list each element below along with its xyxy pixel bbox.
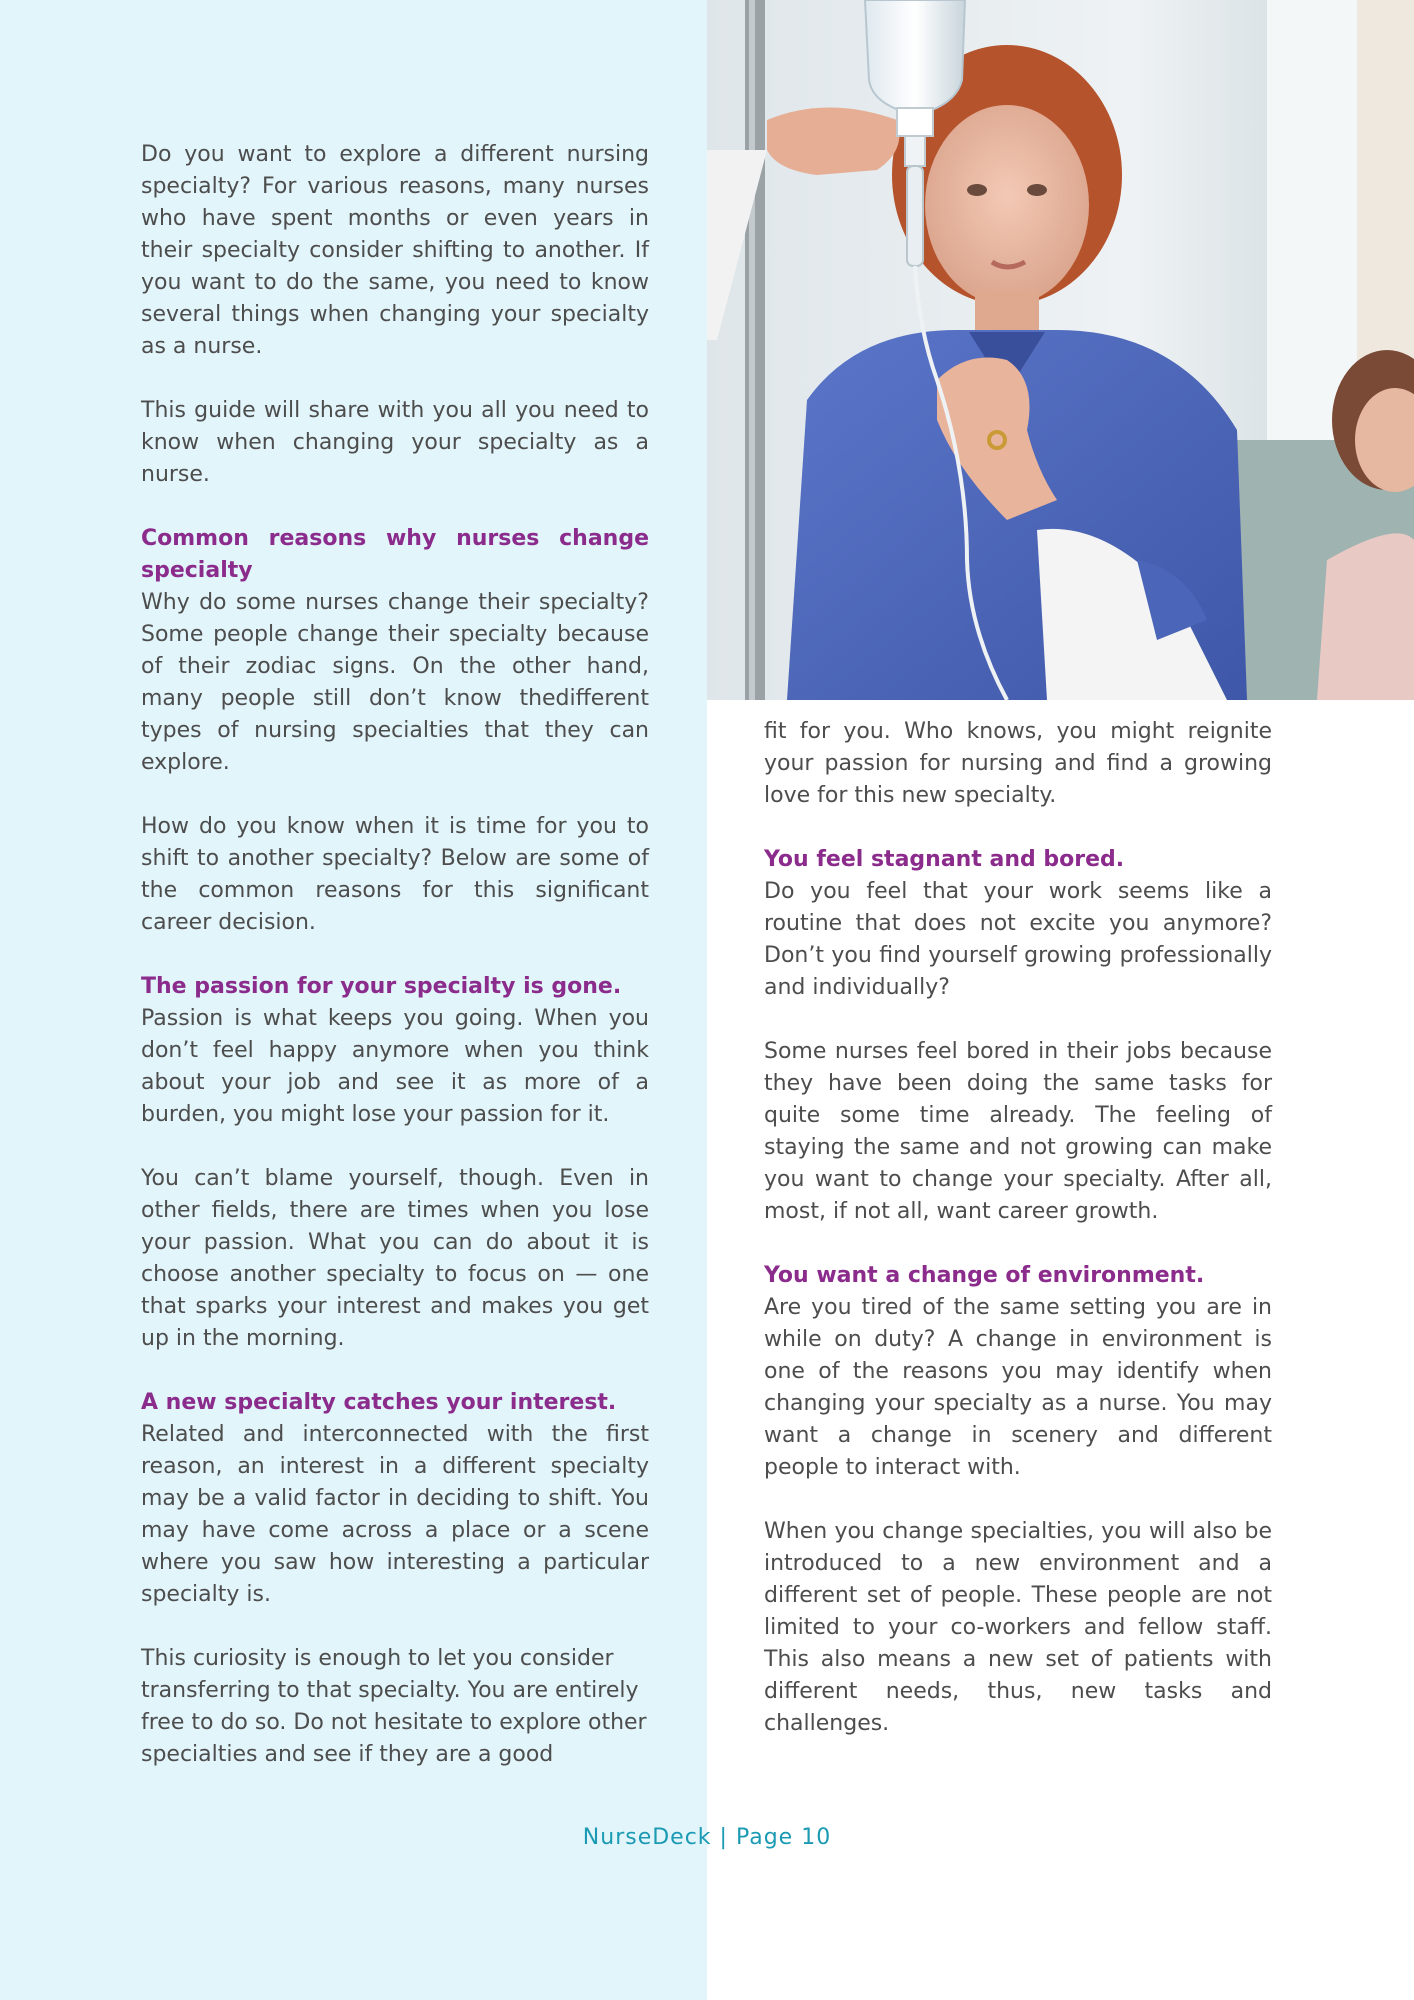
- passion-paragraph-1: Passion is what keeps you going. When you don’t feel happy anymore when you think about your job and see it as more of a burden, you might lose your passion for it.: [141, 1006, 649, 1127]
- reasons-paragraph-1: Why do some nurses change their specialty? Some people change their specialty because of their zodiac signs. On the other hand, many people still don’t know thedifferent types of nursing specialties that they can explore.: [141, 590, 649, 775]
- intro-paragraph-2: This guide will share with you all you need to know when changing your specialty as a nurse.: [141, 398, 649, 487]
- stagnant-paragraph-2: Some nurses feel bored in their jobs because they have been doing the same tasks for quite some time already. The feeling of staying the same and not growing can make you want to change your specialty. After all, most, if not all, want career growth.: [764, 1039, 1272, 1224]
- continuation-paragraph: fit for you. Who knows, you might reignite your passion for nursing and find a growing love for this new specialty.: [764, 719, 1272, 808]
- interest-paragraph-2: This curiosity is enough to let you consider transferring to that specialty. You are entirely free to do so. Do not hesitate to explore other specialties and see if they are a good: [141, 1646, 647, 1767]
- left-column: [141, 139, 649, 1771]
- heading-common-reasons: Common reasons why nurses change specialty: [141, 526, 649, 583]
- page-footer: NurseDeck | Page 10: [582, 1825, 832, 1850]
- heading-stagnant-bored: You feel stagnant and bored.: [764, 847, 1125, 872]
- heading-change-environment: You want a change of environment.: [764, 1263, 1205, 1288]
- environment-paragraph-2: When you change specialties, you will also be introduced to a new environment and a different set of people. These people are not limited to your co-workers and fellow staff. This also means a new set of patients with different needs, thus, new tasks and challenges.: [764, 1519, 1272, 1736]
- stagnant-paragraph-1: Do you feel that your work seems like a routine that does not excite you anymore? Don’t you find yourself growing professionally and individually?: [764, 879, 1272, 1000]
- right-column: [764, 716, 1272, 1740]
- passion-paragraph-2: You can’t blame yourself, though. Even in other fields, there are times when you lose your passion. What you can do about it is choose another specialty to focus on — one that sparks your interest and makes you get up in the morning.: [141, 1166, 649, 1351]
- intro-paragraph-1: Do you want to explore a different nursing specialty? For various reasons, many nurses who have spent months or even years in their specialty consider shifting to another. If you want to do the same, you need to know several things when changing your specialty as a nurse.: [141, 142, 649, 359]
- heading-passion-gone: The passion for your specialty is gone.: [141, 974, 622, 999]
- heading-new-interest: A new specialty catches your interest.: [141, 1390, 617, 1415]
- interest-paragraph-1: Related and interconnected with the first reason, an interest in a different specialty may be a valid factor in deciding to shift. You may have come across a place or a scene where you saw how interesting a particular specialty is.: [141, 1422, 649, 1607]
- environment-paragraph-1: Are you tired of the same setting you are in while on duty? A change in environment is one of the reasons you may identify when changing your specialty as a nurse. You may want a change in scenery and different people to interact with.: [764, 1295, 1272, 1480]
- reasons-paragraph-2: How do you know when it is time for you to shift to another specialty? Below are some of the common reasons for this significant career decision.: [141, 814, 649, 935]
- nurse-iv-photo: [707, 0, 1414, 700]
